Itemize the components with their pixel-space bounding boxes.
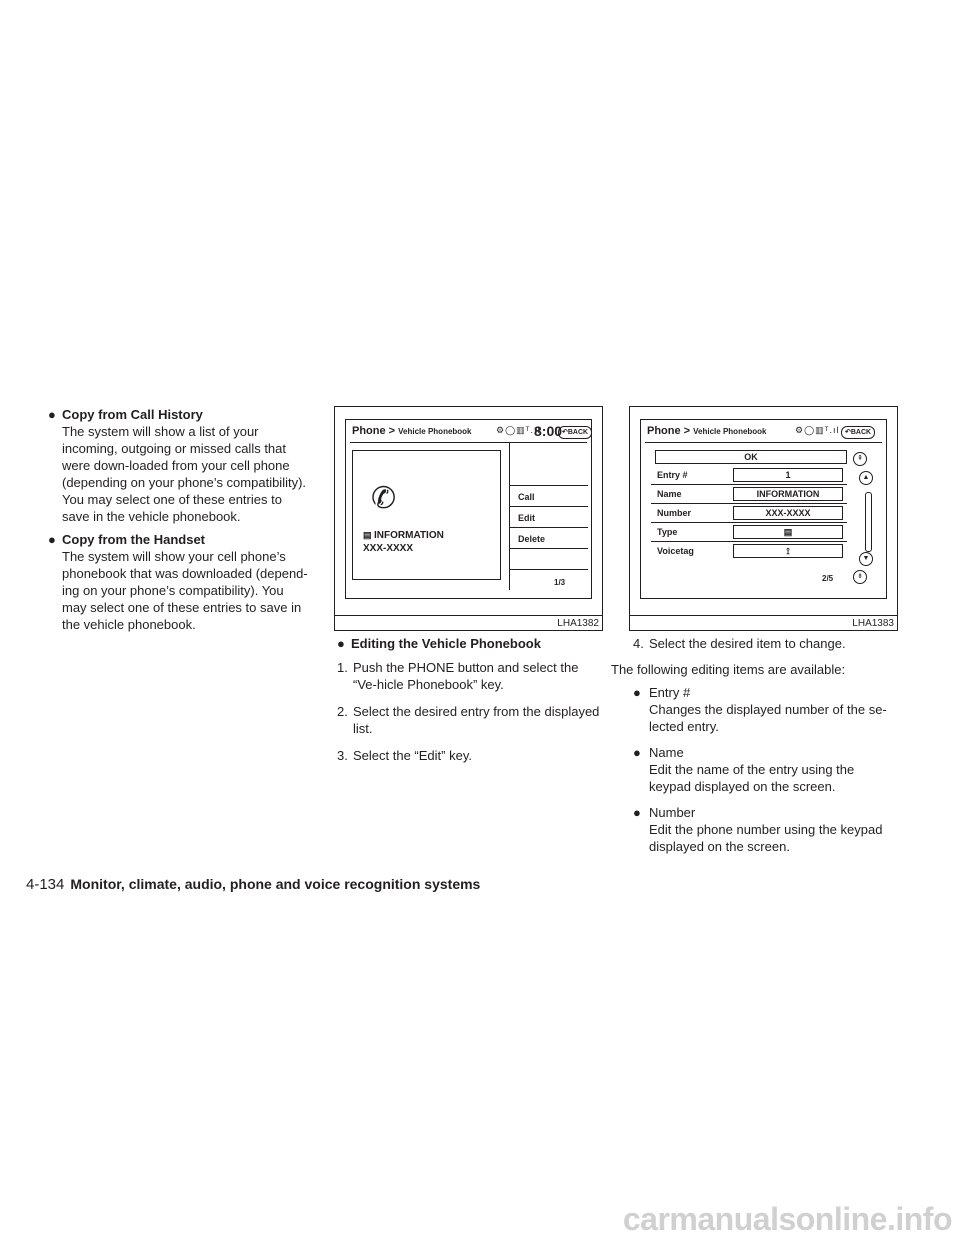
field-label-voicetag: Voicetag [657,546,694,556]
item-title: Name [649,745,684,760]
step-item [337,703,601,737]
phone-icon: ✆ [371,482,397,515]
field-label-name: Name [657,489,682,499]
caption-divider [630,615,897,616]
list-item [633,804,897,855]
heading-text: Editing the Vehicle Phonebook [351,636,541,651]
scroll-down-icon[interactable]: ▼ [859,552,873,566]
figure-caption: LHA1382 [557,618,599,629]
bullet: ● [633,685,641,700]
delete-menu-item[interactable]: Delete [518,534,546,544]
field-value-entry[interactable]: 1 [733,468,843,482]
item-title: Copy from Call History [62,407,203,422]
watermark: carmanualsonline.info [622,1201,952,1237]
field-label-number: Number [657,508,692,518]
step-text: Push the PHONE button and select the “Ve-hicle Phonebook” key. [353,660,579,692]
status-icons: ⚙◯▥ᵀ.ıl [795,425,840,435]
figure-caption: LHA1383 [852,618,894,629]
back-button[interactable]: ↶BACK [841,426,875,439]
caption-divider [335,615,602,616]
page-indicator: 2/5 [822,574,834,583]
intro-text: The following editing items are available: [611,662,846,677]
bullet: ● [633,745,641,760]
step-number: 2. [337,704,348,719]
bullet: ● [48,407,56,422]
field-label-entry: Entry # [657,470,688,480]
edit-menu-item[interactable]: Edit [518,513,535,523]
scroll-up-icon[interactable]: ▲ [859,471,873,485]
step-number: 3. [337,748,348,763]
middle-column [337,635,601,774]
figure-vehicle-phonebook-list [334,406,603,631]
entry-name: INFORMATION [374,530,444,541]
entry-info [363,530,444,541]
entry-panel [352,450,501,580]
page-down-icon[interactable]: ⇟ [853,570,867,584]
entry-number: XXX-XXXX [363,543,414,554]
right-column [611,635,897,864]
step-number: 1. [337,660,348,675]
step-number: 4. [633,636,644,651]
field-value-name[interactable]: INFORMATION [733,487,843,501]
step-text: Select the desired entry from the displayed list. [353,704,600,736]
field-value-number[interactable]: XXX-XXXX [733,506,843,520]
page-indicator: 1/3 [554,578,566,587]
list-item [633,684,897,735]
screen-header [350,422,587,443]
bullet: ● [337,636,345,651]
figure-vehicle-phonebook-edit [629,406,898,631]
field-value-voicetag[interactable]: ⟟ [733,544,843,558]
screen-title: Phone > Vehicle Phonebook [352,425,472,437]
bullet: ● [48,532,56,547]
item-title: Number [649,805,696,820]
back-button[interactable]: ↶BACK [558,426,592,439]
list-item [633,744,897,795]
scroll-track[interactable] [865,492,872,552]
item-body: Edit the name of the entry using the keypad displayed on the screen. [649,762,855,794]
item-title: Copy from the Handset [62,532,206,547]
call-menu-item[interactable]: Call [518,492,535,502]
screen-header [645,422,882,443]
field-value-type[interactable]: ▤ [733,525,843,539]
page-number: 4-134 [26,876,65,893]
page-up-icon[interactable]: ⇞ [853,452,867,466]
step-text: Select the desired item to change. [649,636,846,651]
field-label-type: Type [657,527,678,537]
screen-title: Phone > Vehicle Phonebook [647,425,767,437]
item-title: Entry # [649,685,691,700]
step-text: Select the “Edit” key. [353,748,472,763]
menu-panel [509,442,588,590]
section-heading [337,635,601,652]
item-body: The system will show a list of your incoming, outgoing or missed calls that were down-loaded from your cell phone (depending on your phone’s compatibility). You may select one of these entries to save in the vehicle phonebook. [62,424,307,524]
item-body: The system will show your cell phone’s phonebook that was downloaded (depend-ing on your phone’s compatibility). You may select one of these entries to save in the vehicle phonebook. [62,549,308,632]
left-column [48,406,310,639]
status-icons: ⚙◯▥ᵀ.ıl [496,425,541,435]
item-body: Edit the phone number using the keypad displayed on the screen. [649,822,883,854]
contact-card-icon: ▤ [363,530,372,540]
item-body: Changes the displayed number of the se-lected entry. [649,702,887,734]
step-item [337,659,601,693]
step-item [337,747,601,764]
step-item [633,635,897,652]
bullet: ● [633,805,641,820]
ok-button[interactable]: OK [655,450,847,464]
list-item [48,406,310,525]
section-title: Monitor, climate, audio, phone and voice recognition systems [70,876,481,892]
clock: 8:00 [534,423,563,439]
page-footer [26,876,480,894]
list-item [48,531,310,633]
screen [345,419,592,599]
screen [640,419,887,599]
